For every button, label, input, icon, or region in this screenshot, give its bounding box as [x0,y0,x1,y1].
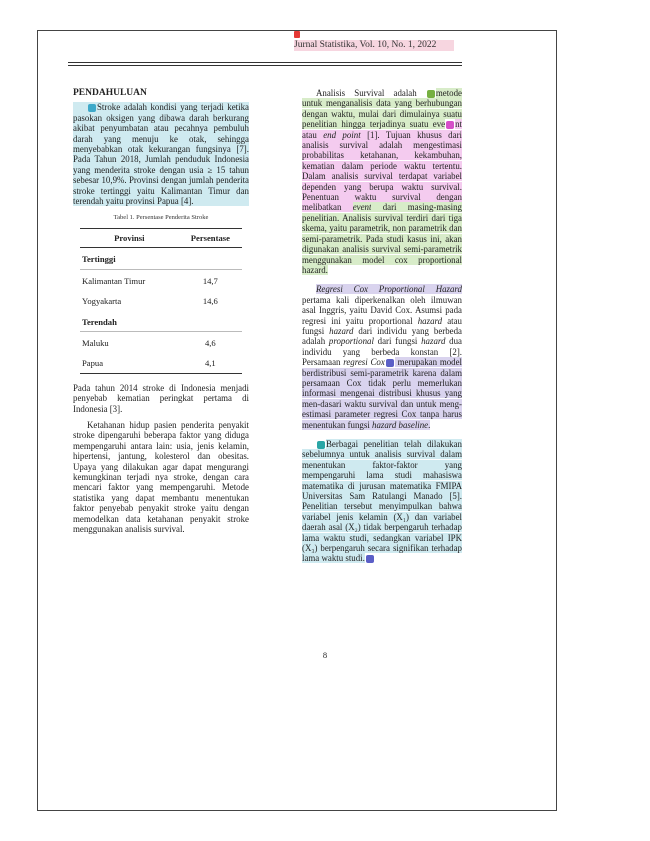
annotation-marker [446,121,454,129]
header-rule [68,65,462,66]
paragraph-text: Stroke adalah kondisi yang terjadi ketika pasokan oksigen yang dibawa darah berkurang akibat penyumbatan atau pecahnya pembuluh darah yang menuju ke otak, sehingga menyebabkan otak kekurangan fungsinya [7]. Pada Tahun 2018, Jumlah penduduk Indonesia yang menderita stroke dengan usia ≥ 15 tahun sebesar 10,9%. Provinsi dengan jumlah penderita stroke tertinggi yaitu Kalimantan Timur dan terendah yaitu provinsi Papua [4]. [73,102,249,207]
italic-text: event [352,202,372,213]
table-cell: 4,1 [179,352,242,373]
left-column [73,88,249,534]
highlighted-text: Berbagai penelitian telah dilakukan sebelumnya untuk analisis survival dalam menentukan faktor-faktor yang mempengaruhi lama studi mahasiswa matematika di jurusan matematika FMIPA Universitas Sam Ratulangi Manado [5]. Penelitian tersebut menyimpulkan bahwa variabel jenis kelamin (X₁) dan variabel daerah asal (X₂) tidak berpengaruh terhadap lama waktu studi, sedangkan variabel IPK (X₃) berpengaruh secara signifikan terhadap lama waktu studi. [302,439,462,564]
paragraph-text: Analisis Survival adalah [316,88,426,98]
italic-text: hazard [329,325,354,336]
highlighted-text: dari masing-masing penelitian. Analisis survival terdiri dari tiga skema, yaitu parametrik, non parametrik dan semi-parametrik. Pada studi kasus ini, akan digunakan analisis survival semi-parametrik menggunakan model cox proportional hazard. [302,202,462,275]
annotation-marker [427,90,435,98]
italic-text: end point [323,129,361,140]
highlighted-text: [1]. Tujuan khusus dari analisis survival adalah mengestimasi probabilitas ketahanan, kekambuhan, kematian dalam periode waktu tertentu. Dalam analisis survival terdapat variabel dependen yang berupa waktu survival. Penentuan waktu survival dengan melibatkan [302,129,462,213]
page-number: 8 [322,650,328,660]
italic-text: hazard [421,336,446,347]
table-cell: 14,7 [179,269,242,290]
table-cell: Maluku [80,331,179,352]
stroke-table [80,228,242,374]
annotation-marker [366,555,374,563]
table-row [80,331,242,352]
table-cell: Papua [80,352,179,373]
table-row [80,290,242,310]
highlighted-text: . [428,419,431,430]
annotation-marker [386,359,394,367]
paragraph-text: dua individu yang berbeda konstan [2]. Persamaan [302,336,462,368]
table-row [80,352,242,373]
section-heading: PENDAHULUAN [73,88,147,98]
journal-header: Jurnal Statistika, Vol. 10, No. 1, 2022 [294,40,454,51]
column-header-persentase: Persentase [179,228,242,247]
body-paragraph: Pada tahun 2014 stroke di Indonesia menjadi penyebab kematian peringkat pertama di Indonesia [3]. [73,382,249,414]
annotation-marker [294,31,300,38]
table-cell: 14,6 [202,296,218,307]
table-cell: Kalimantan Timur [80,269,179,290]
body-paragraph: Ketahanan hidup pasien penderita penyakit stroke dipengaruhi beberapa faktor yang diduga mempengaruhi antara lain: usia, jenis kelamin, hipertensi, jantung, kolesterol dan obesitas. Upaya yang dilakukan agar dapat mengurangi kemungkinan terjadi nya stroke, dengan cara mencari faktor yang mempengaruhi. Metode statistika yang dapat membantu menentukan faktor penyebab penyakit stroke yaitu dengan memodelkan data ketahanan penyakit stroke menggunakan analisis survival. [73,419,249,534]
survival-paragraph [302,88,462,275]
table-caption: Tabel 1. Persentase Penderita Stroke [113,214,209,222]
table-group-label: Terendah [82,316,117,327]
highlighted-text: metode untuk menganalisis data yang berhubungan dengan waktu, mulai dari dimulainya suatu penelitian hingga terjadinya suatu eve [302,88,462,130]
italic-text: hazard [417,315,443,326]
cox-paragraph [302,284,462,430]
paragraph-text: pertama kali diperkenalkan oleh ilmuwan asal Inggris, yaitu David Cox. Asumsi pada regresi ini yaitu proportional [302,294,462,326]
intro-paragraph [73,102,249,206]
paragraph-text: dari fungsi [373,336,422,347]
column-header-provinsi: Provinsi [80,228,179,247]
paragraph-text: dari individu yang berbeda adalah [302,325,462,347]
annotation-marker [88,104,96,112]
paragraph-text: atau fungsi [302,315,462,336]
table-cell: Yogyakarta [82,296,122,307]
right-column [302,88,462,564]
highlighted-text: nt atau [302,119,462,140]
italic-text: Regresi Cox Proportional Hazard [316,284,462,295]
table-row [80,269,242,290]
table-cell: 4,6 [179,331,242,352]
highlighted-text: merupakan model berdistribusi semi-parametrik karena dalam persamaan Cox tidak perlu memerlukan informasi mengenai distribusi khusus yang men-dasari waktu survival dan untuk meng-estimasi parameter regresi Cox tanpa harus menentukan fungsi [302,357,462,430]
annotation-marker [317,441,325,449]
italic-text: hazard baseline [372,419,429,430]
header-rule [68,62,462,63]
italic-text: proportional [328,336,374,347]
italic-text: regresi Cox [343,357,385,368]
prior-research-paragraph [302,439,462,564]
table-group-label: Tertinggi [82,254,116,265]
